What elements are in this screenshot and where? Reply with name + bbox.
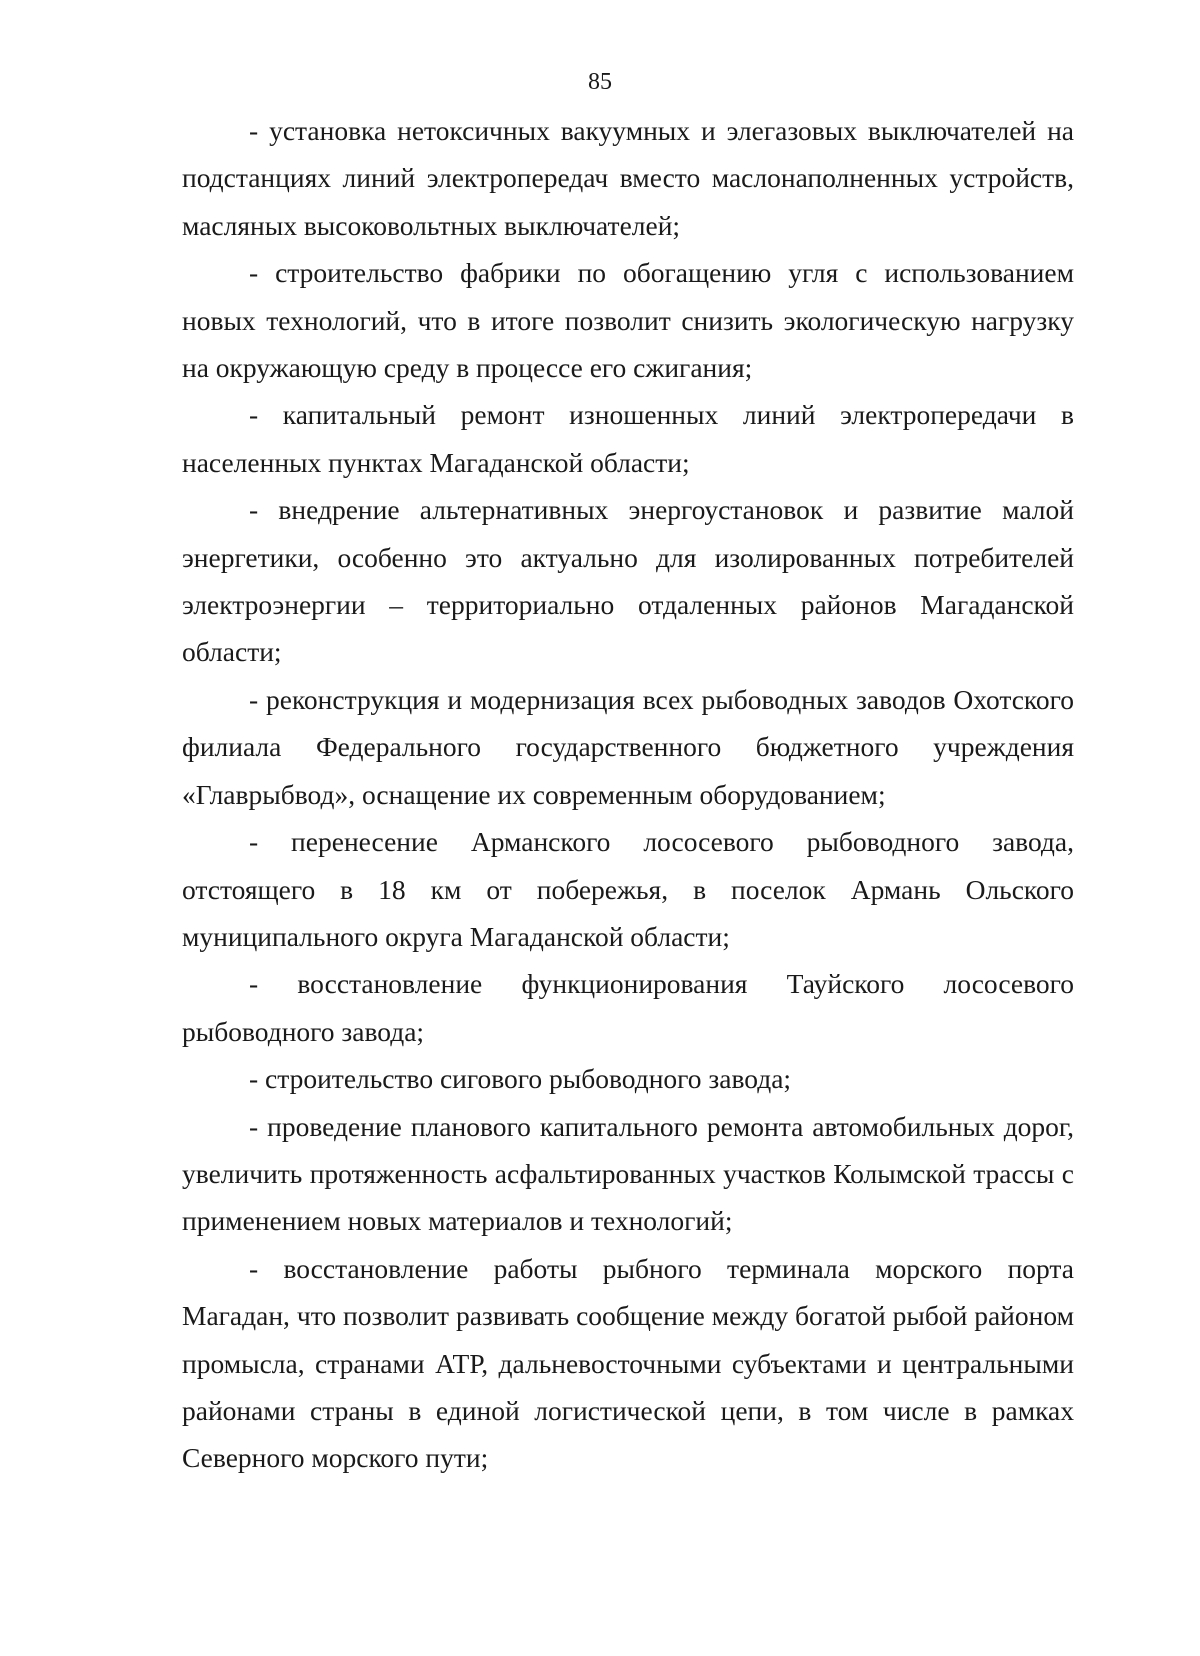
paragraph-road-repair: - проведение планового капитального ремонта автомобильных дорог, увеличить протяженность асфальтированных участков Колымской трассы с применением новых материалов и технологий;	[182, 1110, 1074, 1237]
paragraph-whitefish-hatchery: - строительство сигового рыбоводного завода;	[249, 1063, 792, 1095]
document-body	[182, 107, 1074, 1482]
paragraph-tauy-hatchery-restoration: - восстановление функционирования Тауйского лососевого рыбоводного завода;	[182, 968, 1074, 1047]
paragraph-alternative-energy: - внедрение альтернативных энергоустановок и развитие малой энергетики, особенно это актуально для изолированных потребителей электроэнергии – территориально отдаленных районов Магаданской области;	[182, 494, 1074, 668]
paragraph-fish-terminal: - восстановление работы рыбного терминала морского порта Магадан, что позволит развивать сообщение между богатой рыбой районом промысла, странами АТР, дальневосточными субъектами и центральными районами страны в единой логистической цепи, в том числе в рамках Северного морского пути;	[182, 1252, 1074, 1474]
paragraph-coal-factory: - строительство фабрики по обогащению угля с использованием новых технологий, что в итоге позволит снизить экологическую нагрузку на окружающую среду в процессе его сжигания;	[182, 257, 1074, 384]
paragraph-power-lines-repair: - капитальный ремонт изношенных линий электропередачи в населенных пунктах Магаданской области;	[182, 399, 1074, 478]
paragraph-vacuum-switches: - установка нетоксичных вакуумных и элегазовых выключателей на подстанциях линий электропередач вместо маслонаполненных устройств, масляных высоковольтных выключателей;	[182, 115, 1074, 241]
paragraph-arman-hatchery-relocation: - перенесение Арманского лососевого рыбоводного завода, отстоящего в 18 км от побережья, в поселок Армань Ольского муниципального округа Магаданской области;	[182, 826, 1074, 952]
page-number: 85	[588, 69, 612, 95]
paragraph-fish-hatcheries-modernization: - реконструкция и модернизация всех рыбоводных заводов Охотского филиала Федерального государственного бюджетного учреждения «Главрыбвод», оснащение их современным оборудованием;	[182, 683, 1074, 810]
